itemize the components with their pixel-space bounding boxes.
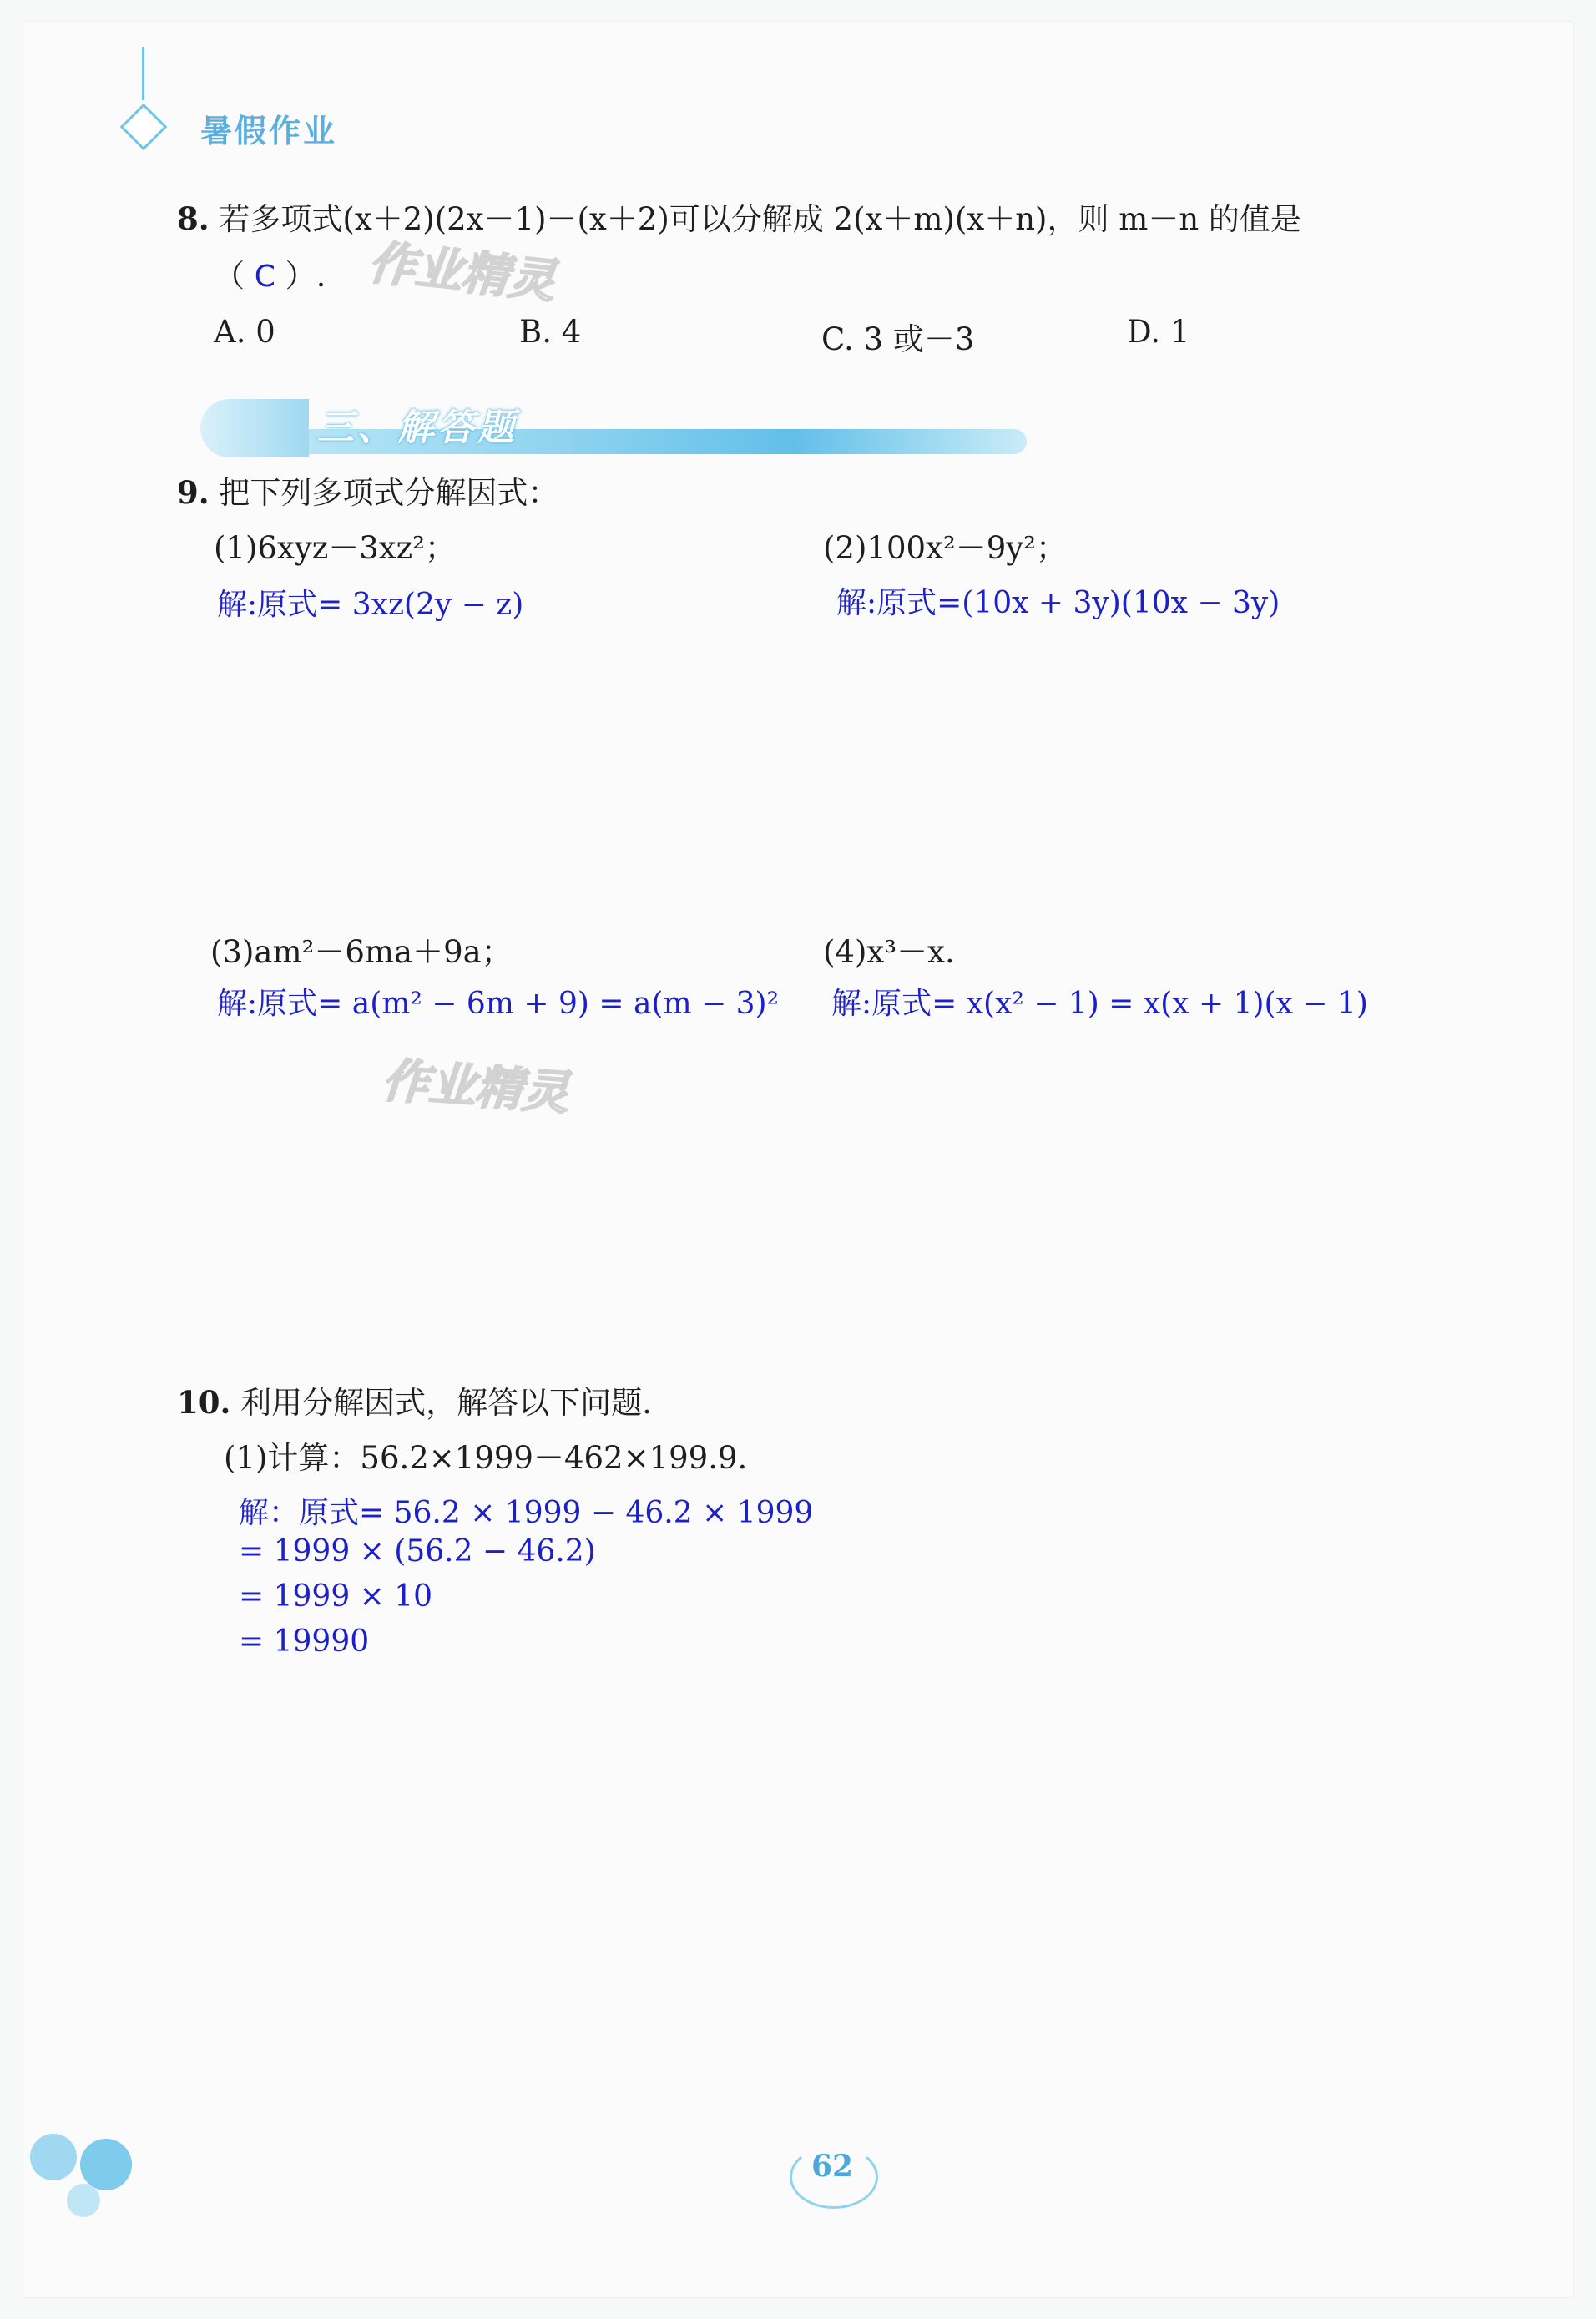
option-a: A. 0 [214,314,275,350]
header-title: 暑假作业 [200,113,338,149]
q10-answer-line-4: = 19990 [239,1624,370,1659]
q9-part-3-label: (3)am²－6ma＋9a； [210,934,513,970]
blank-open: （ [214,258,245,294]
question-9 [177,467,558,513]
page [23,22,1573,2297]
q9-part-4-answer: 解:原式= x(x² − 1) = x(x + 1)(x − 1) [831,987,1368,1021]
question-9-stem: 把下列多项式分解因式： [219,475,559,511]
page-number-text: 62 [811,2149,854,2184]
q9-part-2-answer: 解:原式=(10x + 3y)(10x − 3y) [836,586,1280,620]
question-8-number: 8. [177,200,210,237]
section-title: 三、解答题 [317,407,518,449]
option-b: B. 4 [519,314,582,350]
q9-part-2-label: (2)100x²－9y²； [823,530,1068,566]
option-d: D. 1 [1127,314,1190,350]
option-c: C. 3 或－3 [821,321,975,357]
q10-answer-line-3: = 1999 × 10 [239,1579,433,1614]
page-number [786,2142,878,2209]
question-10-number: 10. [177,1384,231,1421]
question-8-answer: C [254,260,275,294]
question-8-stem: 若多项式(x＋2)(2x－1)－(x＋2)可以分解成 2(x＋m)(x＋n)，则 m－n 的值是 [219,201,1301,237]
q9-part-4-label: (4)x³－x. [823,934,955,970]
q9-part-1-label: (1)6xyz－3xz²； [214,530,456,566]
q10-answer-line-1: 解：原式= 56.2 × 1999 − 46.2 × 1999 [239,1496,814,1530]
decor-dot [80,2139,132,2190]
question-10 [177,1377,652,1422]
banner-cap [200,399,309,457]
q10-answer-line-2: = 1999 × (56.2 − 46.2) [239,1534,596,1569]
decor-dot [30,2134,77,2180]
question-8-blank [214,250,326,296]
q9-part-3-answer: 解:原式= a(m² − 6m + 9) = a(m − 3)² [217,987,780,1021]
header-rule [142,47,144,100]
question-10-stem: 利用分解因式，解答以下问题. [240,1385,652,1421]
q10-part-1-label: (1)计算：56.2×1999－462×199.9. [224,1440,748,1476]
watermark: 作业精灵 [380,1053,571,1121]
section-banner [200,394,1028,459]
diamond-icon [120,104,168,151]
question-8 [177,194,1301,239]
blank-close: ）. [285,258,326,294]
question-9-number: 9. [177,474,210,511]
q9-part-1-answer: 解:原式= 3xz(2y − z) [217,588,524,622]
decor-dot [67,2184,100,2217]
watermark: 作业精灵 [366,235,558,310]
